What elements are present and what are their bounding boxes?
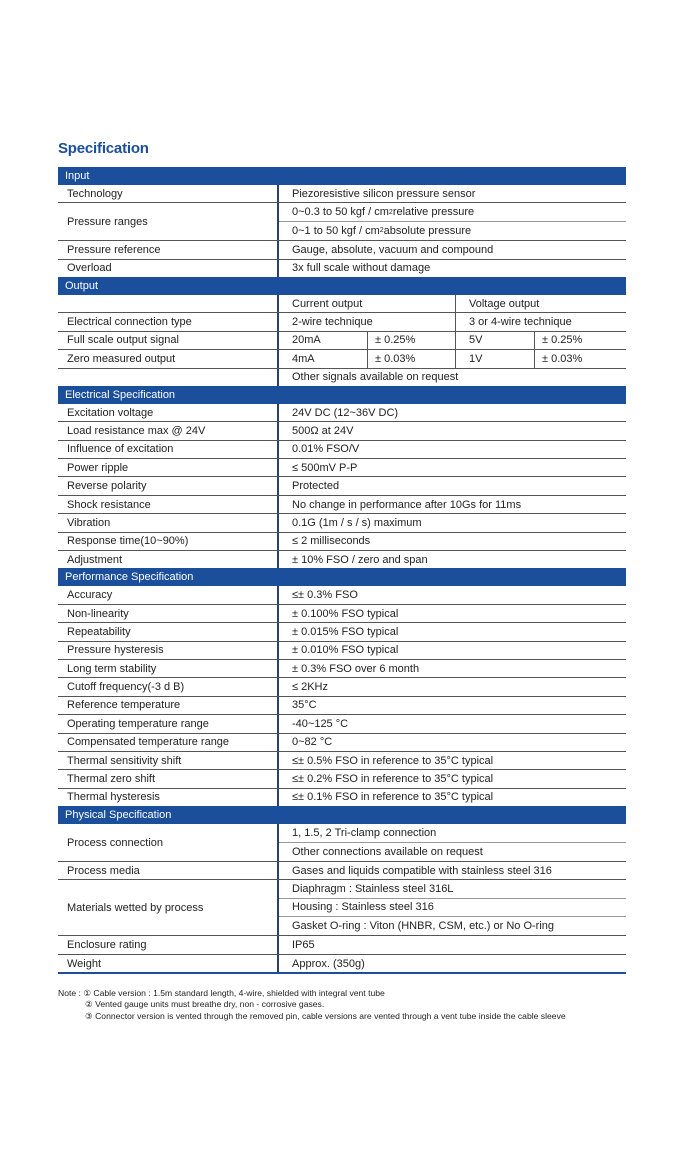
spec-row — [58, 514, 626, 532]
row-value: ± 0.100% FSO typical — [292, 607, 399, 620]
row-label: Power ripple — [58, 459, 279, 476]
row-value: 5V — [456, 332, 535, 349]
row-label: Pressure reference — [58, 241, 279, 258]
row-value: ± 0.3% FSO over 6 month — [292, 662, 420, 675]
row-label: Reference temperature — [58, 697, 279, 714]
row-value: Other signals available on request — [292, 371, 459, 384]
row-label: Enclosure rating — [58, 936, 279, 953]
spec-row — [58, 678, 626, 696]
row-value: 1V — [456, 350, 535, 367]
row-label: Influence of excitation — [58, 441, 279, 458]
row-value: Piezoresistive silicon pressure sensor — [292, 187, 476, 200]
row-value: Housing : Stainless steel 316 — [292, 901, 434, 914]
spec-row-other-signals — [58, 369, 626, 386]
row-label: Operating temperature range — [58, 715, 279, 732]
row-value: ± 10% FSO / zero and span — [292, 553, 428, 566]
row-value: ± 0.03% — [368, 350, 456, 367]
spec-row — [58, 605, 626, 623]
spec-row-weight — [58, 955, 626, 974]
spec-row-connection-type — [58, 313, 626, 331]
row-value: ≤ 2KHz — [292, 681, 328, 694]
spec-row-pressure-ranges — [58, 203, 626, 241]
note-1: Note : ① Cable version : 1.5m standard length, 4-wire, shielded with integral vent tube — [58, 988, 385, 998]
row-value: 500Ω at 24V — [292, 424, 354, 437]
spec-table — [58, 167, 626, 974]
spec-row — [58, 642, 626, 660]
row-label: Adjustment — [58, 551, 279, 568]
row-label: Zero measured output — [58, 350, 279, 367]
row-value: Other connections available on request — [292, 845, 483, 858]
row-value: 0.1G (1m / s / s) maximum — [292, 516, 422, 529]
row-label: Weight — [58, 955, 279, 972]
row-value: Gauge, absolute, vacuum and compound — [292, 243, 494, 256]
row-value: ≤ 500mV P-P — [292, 461, 358, 474]
page-title: Specification — [58, 140, 149, 157]
spec-row — [58, 770, 626, 788]
spec-row — [58, 422, 626, 440]
row-label: Materials wetted by process — [58, 880, 279, 935]
row-value: 0.01% FSO/V — [292, 443, 360, 456]
row-value: ≤± 0.1% FSO in reference to 35°C typical — [292, 791, 494, 804]
row-value: ± 0.03% — [542, 352, 583, 365]
row-value: 0~1 to 50 kgf / cm 2 absolute pressure — [292, 224, 472, 237]
row-value: 0~0.3 to 50 kgf / cm 2 relative pressure — [292, 206, 475, 219]
row-value: ≤± 0.2% FSO in reference to 35°C typical — [292, 773, 494, 786]
spec-row-pressure-reference — [58, 241, 626, 259]
row-value: 24V DC (12~36V DC) — [292, 406, 399, 419]
row-label: Long term stability — [58, 660, 279, 677]
spec-row — [58, 715, 626, 733]
row-label: Repeatability — [58, 623, 279, 640]
electrical-rows — [58, 404, 626, 569]
row-value: -40~125 °C — [292, 717, 349, 730]
row-label: Overload — [58, 260, 279, 277]
row-label: Process media — [58, 862, 279, 879]
row-label: Vibration — [58, 514, 279, 531]
row-label: Cutoff frequency(-3 d B) — [58, 678, 279, 695]
row-value: ≤ 2 milliseconds — [292, 535, 371, 548]
spec-row — [58, 477, 626, 495]
row-value: 2-wire technique — [279, 313, 456, 330]
row-value: Gasket O-ring : Viton (HNBR, CSM, etc.) or No O-ring — [292, 920, 555, 933]
row-label: Response time(10~90%) — [58, 533, 279, 550]
row-value: 3 or 4-wire technique — [469, 316, 572, 329]
row-label: Accuracy — [58, 586, 279, 603]
section-header-performance: Performance Specification — [58, 568, 626, 586]
spec-row — [58, 496, 626, 514]
row-label: Thermal hysteresis — [58, 789, 279, 806]
row-label: Reverse polarity — [58, 477, 279, 494]
section-header-input: Input — [58, 167, 626, 185]
spec-row — [58, 404, 626, 422]
row-value: ± 0.015% FSO typical — [292, 625, 399, 638]
row-label: Load resistance max @ 24V — [58, 422, 279, 439]
row-value: ± 0.010% FSO typical — [292, 644, 399, 657]
row-label: Process connection — [58, 824, 279, 861]
spec-row-output-heads — [58, 295, 626, 313]
spec-row — [58, 734, 626, 752]
section-header-output: Output — [58, 277, 626, 295]
spec-row-full-scale — [58, 332, 626, 350]
current-output-head: Current output — [279, 295, 456, 312]
row-value: ± 0.25% — [368, 332, 456, 349]
row-value: ± 0.25% — [542, 334, 583, 347]
section-header-electrical: Electrical Specification — [58, 386, 626, 404]
row-label: Technology — [58, 185, 279, 202]
row-label: Thermal zero shift — [58, 770, 279, 787]
row-label: Non-linearity — [58, 605, 279, 622]
spec-row — [58, 660, 626, 678]
spec-row-process-media — [58, 862, 626, 880]
row-value: 4mA — [279, 350, 368, 367]
spec-row-zero-output — [58, 350, 626, 368]
spec-row-process-connection — [58, 824, 626, 862]
spec-row — [58, 551, 626, 568]
row-label: Pressure ranges — [58, 203, 279, 240]
performance-rows — [58, 586, 626, 806]
row-label: Shock resistance — [58, 496, 279, 513]
row-label: Full scale output signal — [58, 332, 279, 349]
row-label: Excitation voltage — [58, 404, 279, 421]
row-label: Pressure hysteresis — [58, 642, 279, 659]
row-value: 3x full scale without damage — [292, 262, 431, 275]
row-label: Electrical connection type — [58, 313, 279, 330]
spec-row — [58, 697, 626, 715]
note-3: ③ Connector version is vented through the removed pin, cable versions are vented through a vent tube inside the cable sleeve — [85, 1010, 566, 1021]
spec-row — [58, 789, 626, 806]
spec-row — [58, 441, 626, 459]
row-value: Protected — [292, 480, 340, 493]
section-header-physical: Physical Specification — [58, 806, 626, 824]
voltage-output-head: Voltage output — [469, 297, 540, 310]
row-value: 35°C — [292, 699, 317, 712]
row-value: 20mA — [279, 332, 368, 349]
row-value: 0~82 °C — [292, 736, 333, 749]
row-value: ≤± 0.3% FSO — [292, 589, 358, 602]
spec-row — [58, 459, 626, 477]
row-value: 1, 1.5, 2 Tri-clamp connection — [292, 826, 437, 839]
row-label: Compensated temperature range — [58, 734, 279, 751]
spec-row-overload — [58, 260, 626, 277]
row-value: IP65 — [292, 939, 315, 952]
spec-row-materials — [58, 880, 626, 936]
spec-row-technology — [58, 185, 626, 203]
note-2: ② Vented gauge units must breathe dry, non - corrosive gases. — [85, 999, 325, 1010]
row-value: Diaphragm : Stainless steel 316L — [292, 882, 454, 895]
spec-row — [58, 623, 626, 641]
row-value: ≤± 0.5% FSO in reference to 35°C typical — [292, 754, 494, 767]
notes — [58, 988, 566, 1022]
spec-row — [58, 533, 626, 551]
row-value: Gases and liquids compatible with stainless steel 316 — [292, 864, 552, 877]
spec-row-enclosure — [58, 936, 626, 954]
row-label: Thermal sensitivity shift — [58, 752, 279, 769]
row-value: Approx. (350g) — [292, 957, 365, 970]
spec-row — [58, 586, 626, 604]
row-value: No change in performance after 10Gs for 11ms — [292, 498, 522, 511]
spec-row — [58, 752, 626, 770]
